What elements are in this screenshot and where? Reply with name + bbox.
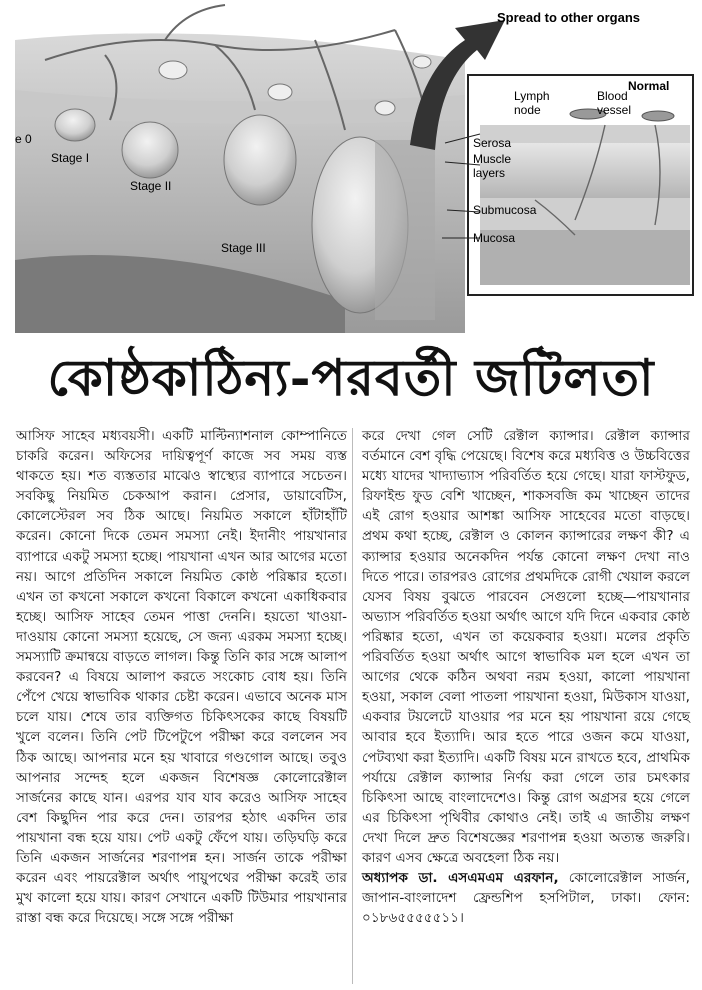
column-divider <box>352 428 353 984</box>
stage-2-label: Stage II <box>130 179 172 193</box>
muscle-label-2: layers <box>473 166 506 180</box>
colon-cancer-illustration <box>15 0 695 333</box>
author-name: অধ্যাপক ডা. এসএমএম এরফান, <box>362 870 559 887</box>
lymph-node-label-2: node <box>514 103 541 117</box>
serosa-label: Serosa <box>473 136 512 150</box>
article-text-left: আসিফ সাহেব মধ্যবয়সী। একটি মাল্টিন্যাশনাল কোম্পানিতে চাকরি করেন। অফিসের দায়িত্বপূর্ণ কাজে সব সময় ব্যস্ত থাকতে হয়। শত ব্যস্ততার মাঝেও স্বাস্থ্যের ব্যাপারে সচেতন। সবকিছু নিয়মিত চেকআপ করান। প্রেসার, ডায়াবেটিস, কোলেস্টেরল সব ঠিক আছে। নিয়মিত সকালে হাঁটাহাঁটি করেন। কোনো দিকে তেমন সমস্যা নেই। ইদানীং পায়খানার ব্যাপারে একটু সমস্যা হচ্ছে। পায়খানা এখন আর আগের মতো নয়। আগে প্রতিদিন সকালে নিয়মিত কোষ্ঠ পরিষ্কার হতো। এখন তা কখনো সকালে কখনো বিকালে কখনো একাধিকবার হচ্ছে। আসিফ সাহেব তেমন পাত্তা দেননি। হয়তো খাওয়া-দাওয়ায় কোনো সমস্যা হয়েছে, সে জন্য এরকম সমস্যা হচ্ছে। সমস্যাটি ক্রমান্বয়ে বাড়তে লাগল। কিন্তু তিনি কার সঙ্গে আলাপ করবেন? এ বিষয়ে আলাপ করতে সংকোচ বোধ হয়। তিনি পেঁপে খেয়ে স্বাভাবিক থাকার চেষ্টা করেন। এভাবে অনেক মাস চলে যায়। শেষে তার ব্যক্তিগত চিকিৎসকের কাছে বিষয়টি খুলে বলেন। তিনি পেট টিপেটুপে পরীক্ষা করে বললেন সব ঠিক আছে। আপনার মনে হয় খাবারে গণ্ডগোল আছে। তবুও আপনার সন্দেহ হলে একজন বিশেষজ্ঞ কোলোরেক্টাল সার্জনের কাছে যান। এরপর যাব যাব করেও আসিফ সাহেব বেশ কিছুদিন পার করে দেন। তারপর হঠাৎ একদিন তার পায়খানা বন্ধ হয়ে যায়। পেট একটু ফেঁপে যায়। তড়িঘড়ি করে তিনি একজন সার্জনের শরণাপন্ন হন। সার্জন তাকে পরীক্ষা করেন এবং পায়রেক্টাল অর্থাৎ পায়ুপথের পরীক্ষা করেই তার মুখ কালো হয়ে যায়। কারণ সেখানে একটি টিউমার পায়খানার রাস্তা বন্ধ করে দিয়েছে। সঙ্গে সঙ্গে পরীক্ষা <box>16 428 347 927</box>
author-details: কোলোরেক্টাল সার্জন, জাপান-বাংলাদেশ ফ্রেন্ডশিপ হসপিটাল, ঢাকা। ফোন: ০১৮৬৫৫৫৫৫১১। <box>362 870 690 927</box>
blood-vessel-label-2: vessel <box>597 103 632 117</box>
author-credit <box>362 868 690 928</box>
spread-label: Spread to other organs <box>497 10 641 25</box>
stage-0-label: e 0 <box>15 132 32 146</box>
inset-title: Normal <box>628 79 670 93</box>
article-column-left <box>16 426 347 928</box>
article-text-right: করে দেখা গেল সেটি রেক্টাল ক্যান্সার। রেক্টাল ক্যান্সার বর্তমানে বেশ বৃদ্ধি পেয়েছে। বিশেষ করে মধ্যবিত্ত ও উচ্চবিত্তের মধ্যে যাদের খাদ্যাভ্যাস পরিবর্তিত হয়ে গেছে। যারা ফাস্টফুড, রিফাইন্ড ফুড বেশি খাচ্ছেন, শাকসবজি কম খাচ্ছেন তাদের এই রোগ হওয়ার আশঙ্কা আসিফ সাহেবের মতো বাড়ছে। প্রথম কথা হচ্ছে, রেক্টাল ও কোলন ক্যান্সারের লক্ষণ কী? এ ক্যান্সার হওয়ার অনেকদিন পর্যন্ত কোনো লক্ষণ দেখা নাও দিতে পারে। তারপরও রোগের প্রথমদিকে রোগী খেয়াল করলে যেসব বিষয় বুঝতে পারবেন সেগুলো হচ্ছে—পায়খানার অভ্যাস পরিবর্তিত হওয়া অর্থাৎ আগে যদি দিনে একবার কোষ্ঠ পরিষ্কার হতো, এখন তা কয়েকবার হওয়া। মলের প্রকৃতি পরিবর্তিত হওয়া অর্থাৎ আগে স্বাভাবিক মল হলে এখন তা আগের থেকে কঠিন অথবা নরম হওয়া, কালো পায়খানা হওয়া, সকাল বেলা পাতলা পায়খানা হওয়া, মিউকাস যাওয়া, একবার টয়লেটে যাওয়ার পর মনে হয় পায়খানা রয়ে গেছে আবার হবে ইত্যাদি। আর হতে পারে ওজন কমে যাওয়া, পেটব্যথা করা ইত্যাদি। একটি বিষয় মনে রাখতে হবে, প্রাথমিক পর্যায়ে রেক্টাল ক্যান্সার নির্ণয় করা গেলে তার চমৎকার চিকিৎসা আছে বাংলাদেশেও। কিন্তু রোগ অগ্রসর হয়ে গেলে এর চিকিৎসা পৃথিবীর কোথাও নেই। তাই এ জাতীয় লক্ষণ দেখা দিলে দ্রুত বিশেষজ্ঞের শরণাপন্ন হওয়া অত্যন্ত জরুরি। কারণ এসব ক্ষেত্রে অবহেলা ঠিক নয়। <box>362 428 690 866</box>
headline: কোষ্ঠকাঠিন্য-পরবর্তী জটিলতা <box>47 348 655 407</box>
article-column-right <box>362 426 690 928</box>
stage-3-label: Stage III <box>221 241 266 255</box>
mucosa-label: Mucosa <box>473 231 516 245</box>
blood-vessel-label-1: Blood <box>597 89 628 103</box>
stage-1-label: Stage I <box>51 151 90 165</box>
submucosa-label: Submucosa <box>473 203 537 217</box>
lymph-node-label-1: Lymph <box>514 89 550 103</box>
muscle-label-1: Muscle <box>473 152 512 166</box>
